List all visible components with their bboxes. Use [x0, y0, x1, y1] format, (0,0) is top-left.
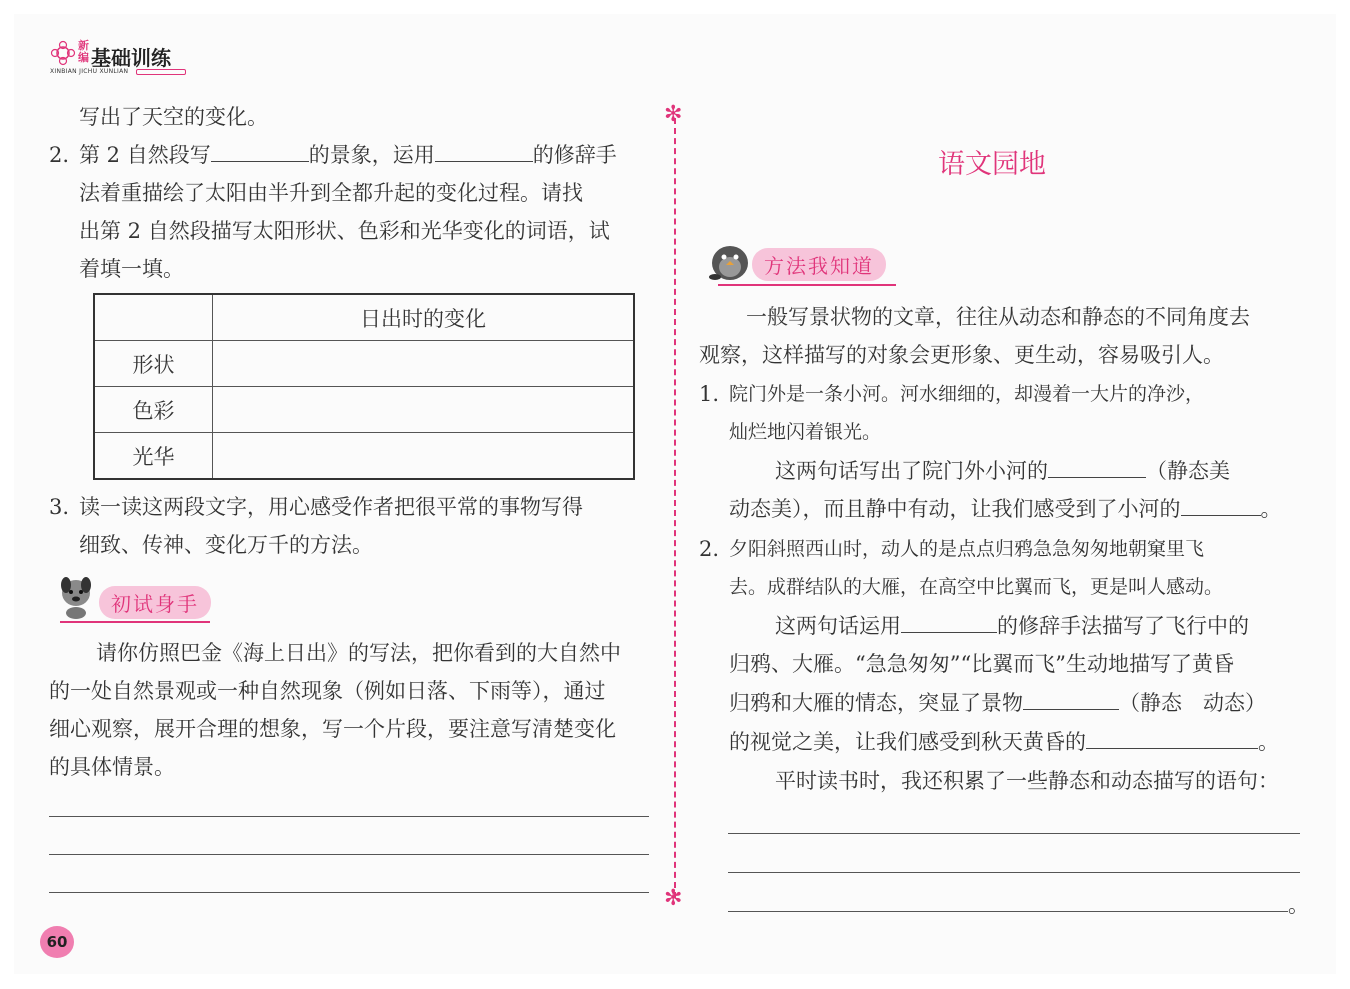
- logo-small-bottom: 编: [78, 51, 89, 64]
- left-line-0: 写出了天空的变化。: [79, 105, 268, 129]
- ex1-q2-text-b: 。: [1260, 497, 1282, 521]
- dog-mascot-icon: [52, 571, 100, 621]
- divider-star-bottom-icon: ✻: [664, 886, 683, 911]
- section-title: 语文园地: [938, 149, 1046, 180]
- intro-line-2: 观察，这样描写的对象会更形象、更生动，容易吸引人。: [699, 343, 1224, 367]
- accumulate-prompt: 平时读书时，我还积累了一些静态和动态描写的语句：: [775, 769, 1279, 793]
- q2-text-c: 的修辞手: [532, 143, 617, 167]
- ex2-q4-text-b: 。: [1258, 730, 1279, 754]
- page-number: 60: [40, 926, 74, 958]
- logo-title: 基础训练: [91, 46, 171, 70]
- answer-cell-color[interactable]: [213, 387, 635, 433]
- accumulate-end-mark: 。: [1288, 893, 1309, 917]
- accumulate-line-3[interactable]: [728, 911, 1288, 912]
- task-line-1: 请你仿照巴金《海上日出》的写法，把你看到的大自然中: [96, 641, 621, 665]
- ex1-q2-text-a: 动态美），而且静中有动，让我们感受到了小河的: [729, 497, 1181, 521]
- table-header-row: [94, 294, 634, 341]
- ex2-q3-text-a: 归鸦和大雁的情态，突显了景物: [729, 691, 1023, 715]
- ex1-q1-text-a: 这两句话写出了院门外小河的: [775, 459, 1048, 483]
- ex1-question-2: [729, 490, 1282, 528]
- row-label-light: 光华: [94, 433, 213, 480]
- method-underline: [718, 284, 896, 286]
- ex1-question-1: [775, 452, 1230, 490]
- ex2-blank-scenery[interactable]: [1023, 685, 1119, 710]
- logo-small-top: 新: [78, 39, 89, 52]
- table-row: [94, 433, 634, 480]
- ex2-q3-text-b: （静态 动态）: [1119, 691, 1266, 715]
- q3-line-1: 读一读这两段文字，用心感受作者把很平常的事物写得: [79, 495, 583, 519]
- writing-line-3[interactable]: [49, 892, 649, 893]
- try-it-underline: [60, 621, 210, 623]
- ex2-line-1: 夕阳斜照西山时，动人的是点点归鸦急急匆匆地朝窠里飞: [729, 538, 1205, 560]
- q2-line-3: 出第 2 自然段描写太阳形状、色彩和光华变化的词语，试: [79, 219, 610, 243]
- writing-line-2[interactable]: [49, 854, 649, 855]
- table-row: [94, 341, 634, 387]
- ex2-q4-text-a: 的视觉之美，让我们感受到秋天黄昏的: [729, 730, 1086, 754]
- task-line-4: 的具体情景。: [49, 755, 175, 779]
- ex1-q1-text-b: （静态美: [1146, 459, 1230, 483]
- q2-line-4: 着填一填。: [79, 257, 184, 281]
- ex2-question-1: [775, 607, 1249, 645]
- column-divider: [674, 118, 676, 898]
- intro-line-1: 一般写景状物的文章，往往从动态和静态的不同角度去: [746, 305, 1250, 329]
- ex2-question-2: 归鸦、大雁。“急急匆匆”“比翼而飞”生动地描写了黄昏: [729, 652, 1234, 676]
- q3-line-2: 细致、传神、变化万千的方法。: [79, 533, 373, 557]
- row-label-shape: 形状: [94, 341, 213, 387]
- ex1-blank-beauty[interactable]: [1048, 453, 1146, 478]
- bird-mascot-icon: [705, 237, 755, 285]
- table-row: [94, 387, 634, 433]
- answer-cell-light[interactable]: [213, 433, 635, 480]
- answer-cell-shape[interactable]: [213, 341, 635, 387]
- q3-number: 3.: [49, 495, 70, 519]
- logo-pink-bar: [136, 69, 186, 75]
- task-line-3: 细心观察，展开合理的想象，写一个片段，要注意写清楚变化: [49, 717, 616, 741]
- ex2-blank-rhetoric[interactable]: [901, 608, 997, 633]
- ex2-question-4: [729, 723, 1279, 761]
- ex2-q1-text-a: 这两句话运用: [775, 614, 901, 638]
- q2-line-2: 法着重描绘了太阳由半升到全都升起的变化过程。请找: [79, 181, 583, 205]
- flower-logo-icon: [50, 40, 76, 66]
- row-label-color: 色彩: [94, 387, 213, 433]
- task-line-2: 的一处自然景观或一种自然现象（例如日落、下雨等），通过: [49, 679, 606, 703]
- ex2-question-3: [729, 684, 1266, 722]
- method-badge: 方法我知道: [752, 248, 886, 281]
- ex2-q1-text-b: 的修辞手法描写了飞行中的: [997, 614, 1249, 638]
- divider-star-top-icon: ✻: [664, 102, 683, 127]
- q2-text-b: 的景象，运用: [308, 143, 435, 167]
- writing-line-1[interactable]: [49, 816, 649, 817]
- q2-blank-rhetoric[interactable]: [435, 137, 533, 162]
- ex2-blank-autumn[interactable]: [1086, 724, 1258, 749]
- ex2-line-2: 去。成群结队的大雁，在高空中比翼而飞，更是叫人感动。: [729, 576, 1224, 598]
- ex1-line-2: 灿烂地闪着银光。: [729, 421, 882, 443]
- ex1-blank-feeling[interactable]: [1181, 491, 1261, 516]
- accumulate-line-1[interactable]: [728, 833, 1300, 834]
- ex1-number: 1.: [699, 382, 720, 406]
- q2-text-a: 第 2 自然段写: [79, 143, 211, 167]
- table-header: 日出时的变化: [213, 294, 635, 341]
- logo-subtitle: XINBIAN JICHU XUNLIAN: [50, 68, 129, 75]
- sunrise-change-table: [93, 293, 635, 480]
- try-it-badge: 初试身手: [99, 586, 211, 619]
- q2-number: 2.: [49, 143, 70, 167]
- ex2-number: 2.: [699, 537, 720, 561]
- ex1-line-1: 院门外是一条小河。河水细细的，却漫着一大片的净沙，: [729, 383, 1205, 405]
- accumulate-line-2[interactable]: [728, 872, 1300, 873]
- table-corner-cell: [94, 294, 213, 341]
- q2-line-1: [79, 136, 617, 174]
- q2-blank-scene[interactable]: [211, 137, 309, 162]
